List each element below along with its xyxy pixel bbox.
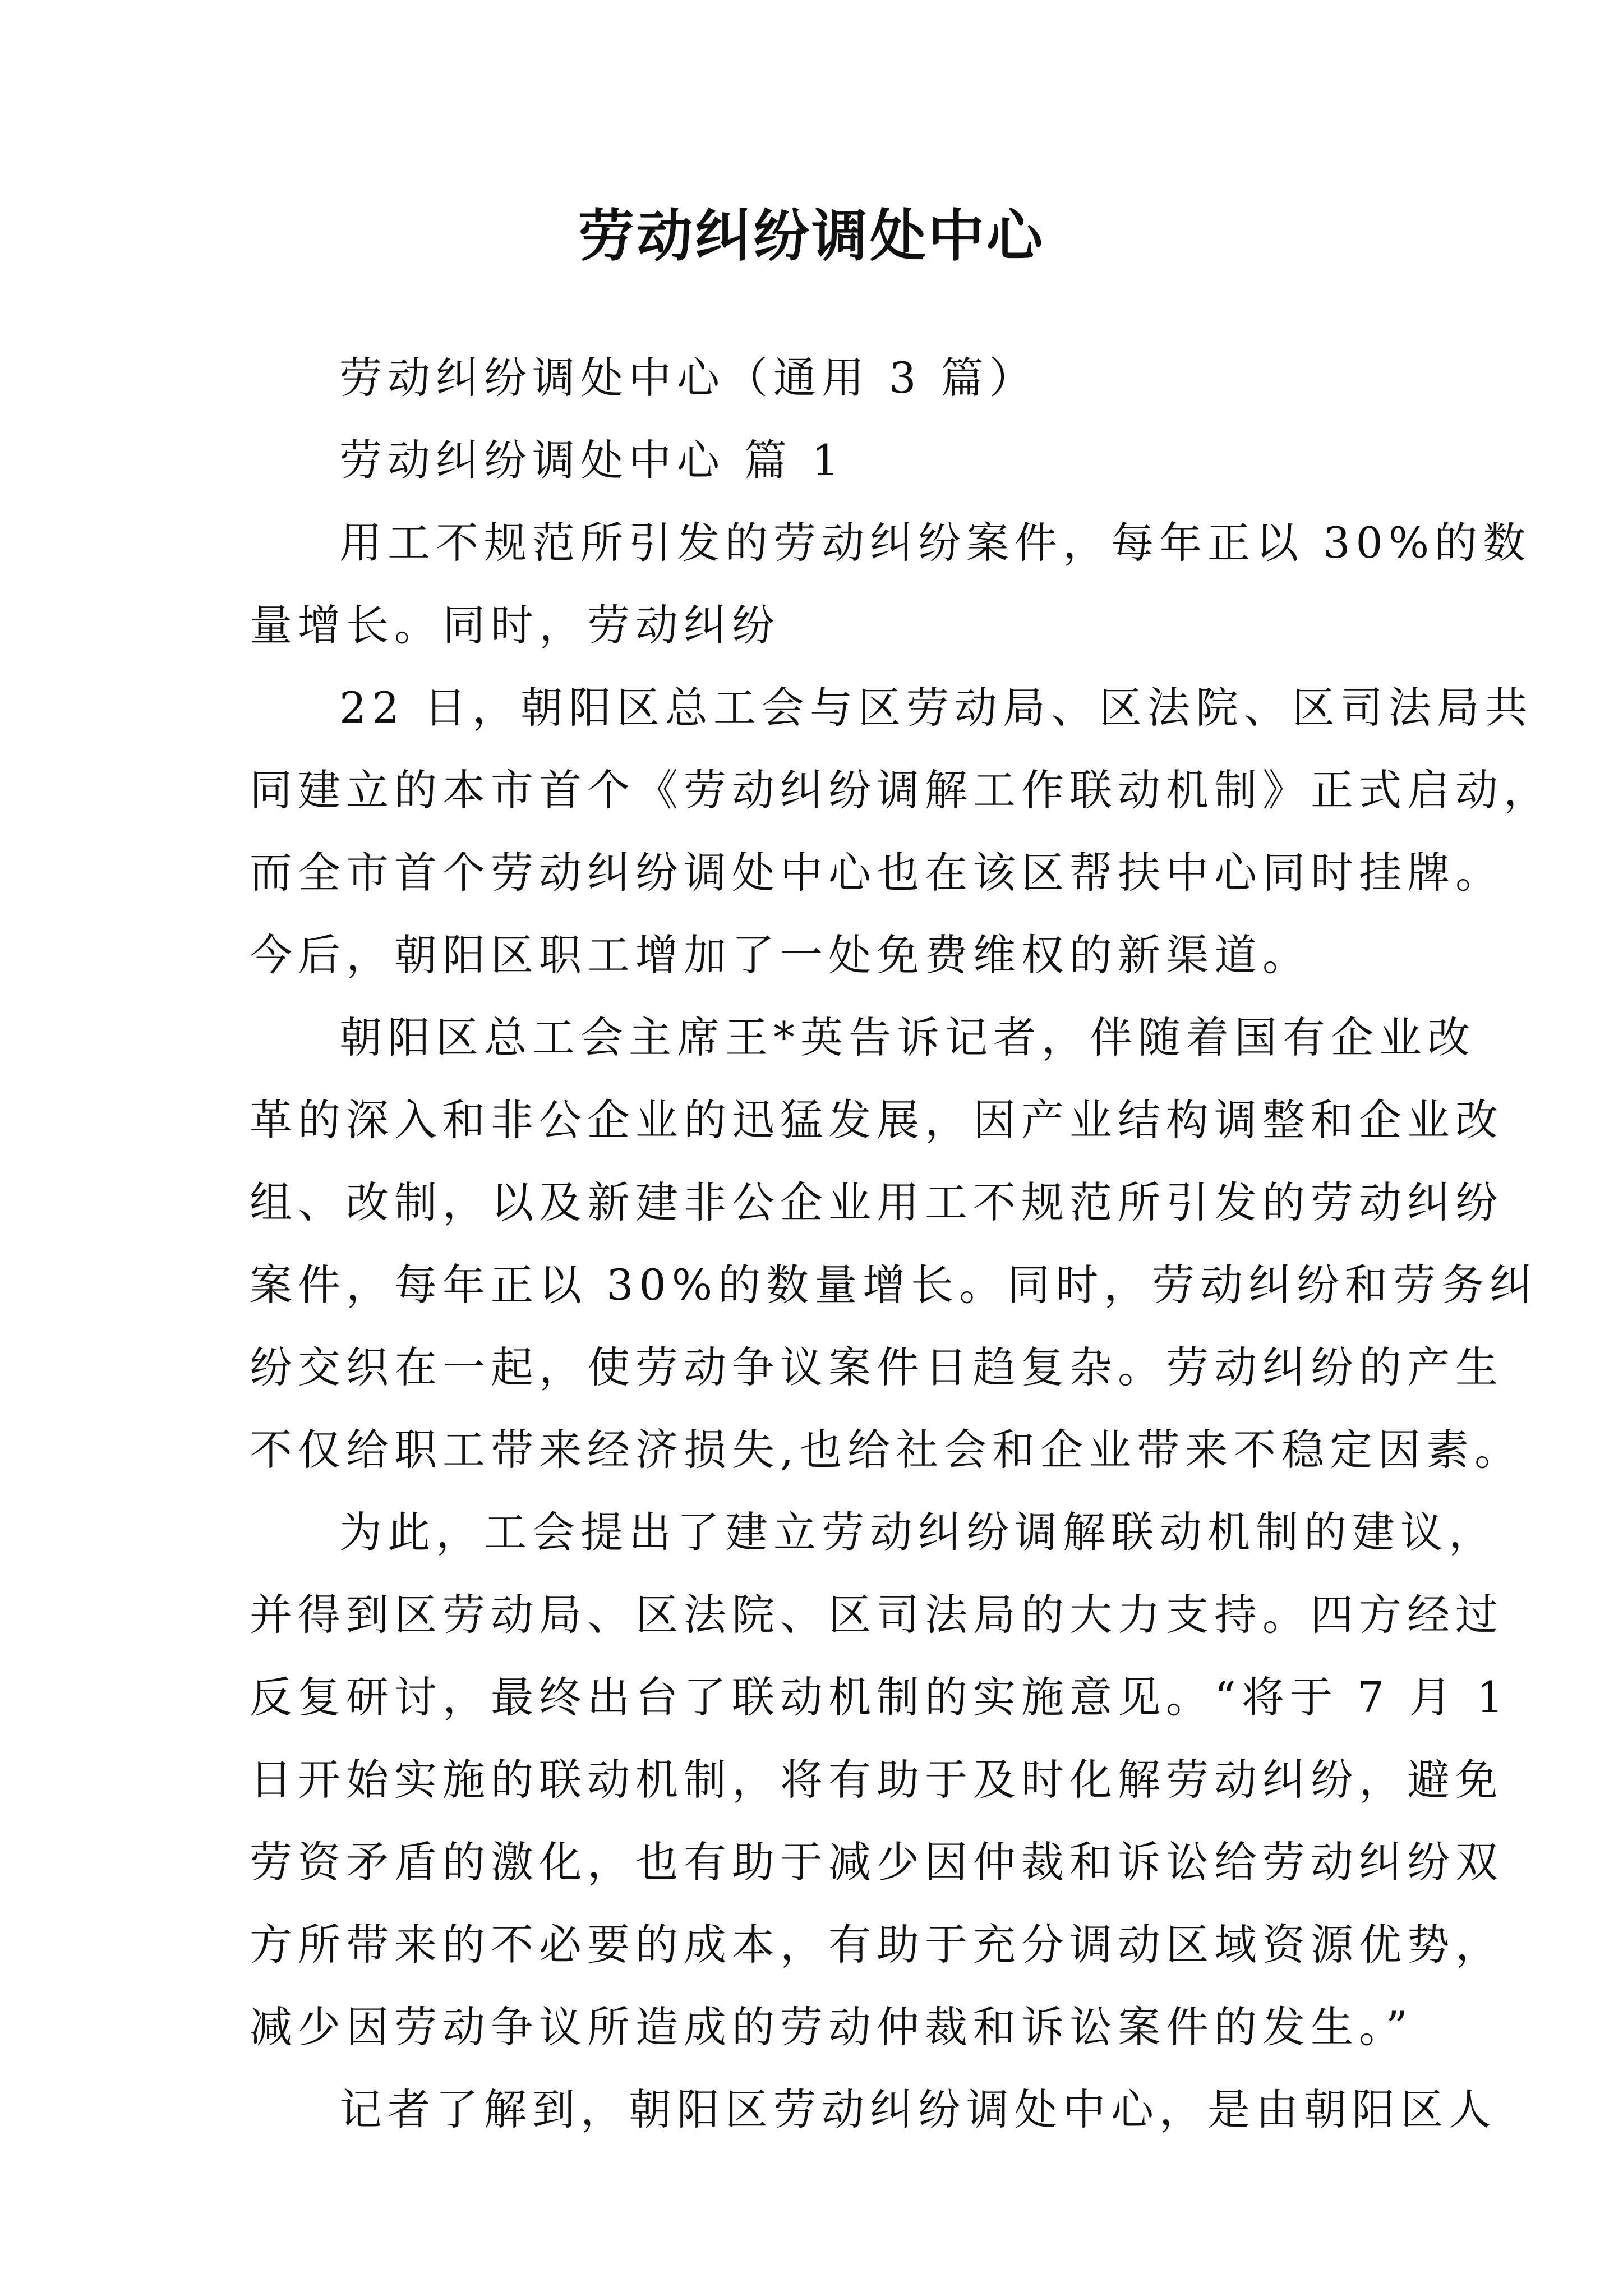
text-line: 朝阳区总工会主席王*英告诉记者，伴随着国有企业改 [339, 1013, 1476, 1062]
text-line: 减少因劳动争议所造成的劳动仲裁和诉讼案件的发生。” [250, 2002, 1413, 2052]
text-line: 案件，每年正以 30%的数量增长。同时，劳动纠纷和劳务纠 [250, 1260, 1538, 1310]
paragraph [250, 996, 1538, 1491]
text-line: 组、改制，以及新建非公企业用工不规范所引发的劳动纠纷 [250, 1177, 1504, 1227]
paragraph [250, 501, 1532, 666]
text-line: 用工不规范所引发的劳动纠纷案件，每年正以 30%的数 [339, 518, 1532, 568]
text-line: 而全市首个劳动纠纷调处中心也在该区帮扶中心同时挂牌。 [250, 848, 1504, 898]
text-line: 量增长。同时，劳动纠纷 [250, 600, 780, 650]
text-line: 不仅给职工带来经济损失,也给社会和企业带来不稳定因素。 [250, 1425, 1523, 1475]
document-body [250, 337, 1552, 2151]
text-line: 22 日，朝阳区总工会与区劳动局、区法院、区司法局共 [339, 683, 1533, 733]
text-line: 记者了解到，朝阳区劳动纠纷调处中心，是由朝阳区人 [339, 2085, 1497, 2134]
paragraph-section-heading [250, 419, 1394, 501]
text-line: 今后，朝阳区职工增加了一处免费维权的新渠道。 [250, 930, 1311, 980]
text-line: 并得到区劳动局、区法院、区司法局的大力支持。四方经过 [250, 1590, 1504, 1640]
text-line: 同建立的本市首个《劳动纠纷调解工作联动机制》正式启动， [250, 765, 1552, 815]
text-line: 纷交织在一起，使劳动争议案件日趋复杂。劳动纠纷的产生 [250, 1342, 1504, 1392]
text-line: 革的深入和非公企业的迅猛发展，因产业结构调整和企业改 [250, 1095, 1504, 1145]
paragraph [250, 666, 1552, 996]
text-line: 劳动纠纷调处中心（通用 3 篇） [339, 353, 1038, 403]
text-line: 反复研讨，最终出台了联动机制的实施意见。“将于 7 月 1 [250, 1672, 1510, 1722]
text-line: 劳资矛盾的激化，也有助于减少因仲裁和诉讼给劳动纠纷双 [250, 1837, 1504, 1887]
text-line: 方所带来的不必要的成本，有助于充分调动区域资源优势， [250, 1920, 1504, 1970]
paragraph [250, 1491, 1510, 2068]
text-line: 日开始实施的联动机制，将有助于及时化解劳动纠纷，避免 [250, 1755, 1504, 1805]
paragraph-subtitle [250, 337, 1394, 419]
text-line: 劳动纠纷调处中心 篇 1 [339, 435, 845, 485]
document-title: 劳动纠纷调处中心 [578, 203, 1045, 269]
text-line: 为此，工会提出了建立劳动纠纷调解联动机制的建议， [339, 1507, 1497, 1557]
paragraph [250, 2068, 1497, 2151]
